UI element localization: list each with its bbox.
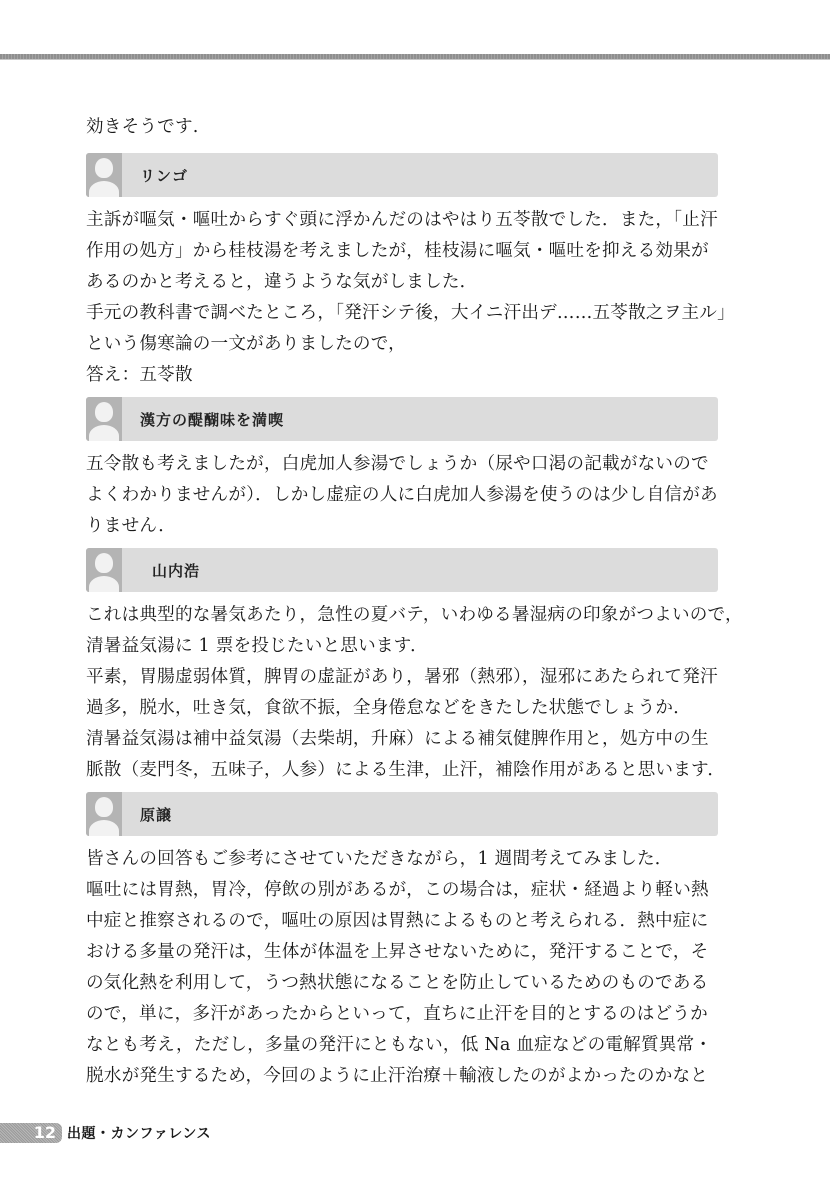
text-line: 平素，胃腸虚弱体質，脾胃の虚証があり，暑邪（熱邪），湿邪にあたられて発汗 — [86, 667, 718, 687]
user-avatar-icon — [86, 397, 122, 441]
comment-header-ringo — [86, 153, 718, 197]
comment-author: 山内浩 — [152, 561, 201, 580]
comment-header-hara — [86, 792, 718, 836]
intro-paragraph — [86, 112, 718, 143]
comment-header-kampo — [86, 397, 718, 441]
text-line: よくわかりませんが）．しかし虚症の人に白虎加人参湯を使うのは少し自信があ — [86, 485, 718, 505]
text-line: なとも考え，ただし，多量の発汗にともない，低 Na 血症などの電解質異常・ — [86, 1035, 713, 1055]
text-line: という傷寒論の一文がありましたので， — [86, 334, 406, 354]
text-line: 中症と推察されるので，嘔吐の原因は胃熱によるものと考えられる．熱中症に — [86, 911, 709, 931]
text-line: 作用の処方」から桂枝湯を考えましたが，桂枝湯に嘔気・嘔吐を抑える効果が — [86, 241, 709, 261]
text-line: の気化熱を利用して，うつ熱状態になることを防止しているためのものである — [86, 973, 709, 993]
comment-author: 漢方の醍醐味を満喫 — [140, 410, 285, 429]
top-decorative-stripe — [0, 54, 830, 60]
user-avatar-icon — [86, 153, 122, 197]
text-line: 皆さんの回答もご参考にさせていただきながら，1 週間考えてみました． — [86, 849, 673, 869]
user-avatar-icon — [86, 792, 122, 836]
comment-body — [86, 844, 718, 1092]
page-content — [86, 112, 743, 1092]
page-number-badge: 12 — [0, 1123, 62, 1143]
text-line: おける多量の発汗は，生体が体温を上昇させないために，発汗することで，そ — [86, 942, 709, 962]
text-line: これは典型的な暑気あたり，急性の夏バテ，いわゆる暑湿病の印象がつよいので， — [86, 605, 743, 625]
comment-author: リンゴ — [140, 166, 189, 185]
text-line: りません． — [86, 516, 177, 536]
text-line: 脱水が発生するため，今回のように止汗治療＋輸液したのがよかったのかなと — [86, 1066, 709, 1086]
comment-body — [86, 205, 735, 391]
text-line: 清暑益気湯は補中益気湯（去柴胡，升麻）による補気健脾作用と，処方中の生 — [86, 729, 709, 749]
text-line: 過多，脱水，吐き気，食欲不振，全身倦怠などをきたした状態でしょうか． — [86, 698, 691, 718]
comment-body — [86, 600, 743, 786]
text-line: 主訴が嘔気・嘔吐からすぐ頭に浮かんだのはやはり五苓散でした．また，「止汗 — [86, 210, 718, 230]
comment-author: 原譲 — [140, 805, 173, 824]
text-line: 手元の教科書で調べたところ，「発汗シテ後，大イニ汗出デ……五苓散之ヲ主ル」 — [86, 303, 735, 323]
section-title: 出題・カンファレンス — [67, 1126, 211, 1142]
user-avatar-icon — [86, 548, 122, 592]
page-footer — [0, 1123, 211, 1143]
text-line: 五令散も考えましたが，白虎加人参湯でしょうか（尿や口渇の記載がないので — [86, 454, 709, 474]
text-line: あるのかと考えると，違うような気がしました． — [86, 272, 478, 292]
text-line: ので，単に，多汗があったからといって，直ちに止汗を目的とするのはどうか — [86, 1004, 708, 1024]
text-line: 答え：五苓散 — [86, 365, 193, 385]
comment-body — [86, 449, 718, 542]
text-line: 脈散（麦門冬，五味子，人参）による生津，止汗，補陰作用があると思います． — [86, 760, 726, 780]
text-line: 効きそうです. — [86, 117, 199, 137]
text-line: 清暑益気湯に 1 票を投じたいと思います． — [86, 636, 428, 656]
comment-header-yamauchi — [86, 548, 718, 592]
text-line: 嘔吐には胃熱，胃冷，停飲の別があるが，この場合は，症状・経過より軽い熱 — [86, 880, 709, 900]
